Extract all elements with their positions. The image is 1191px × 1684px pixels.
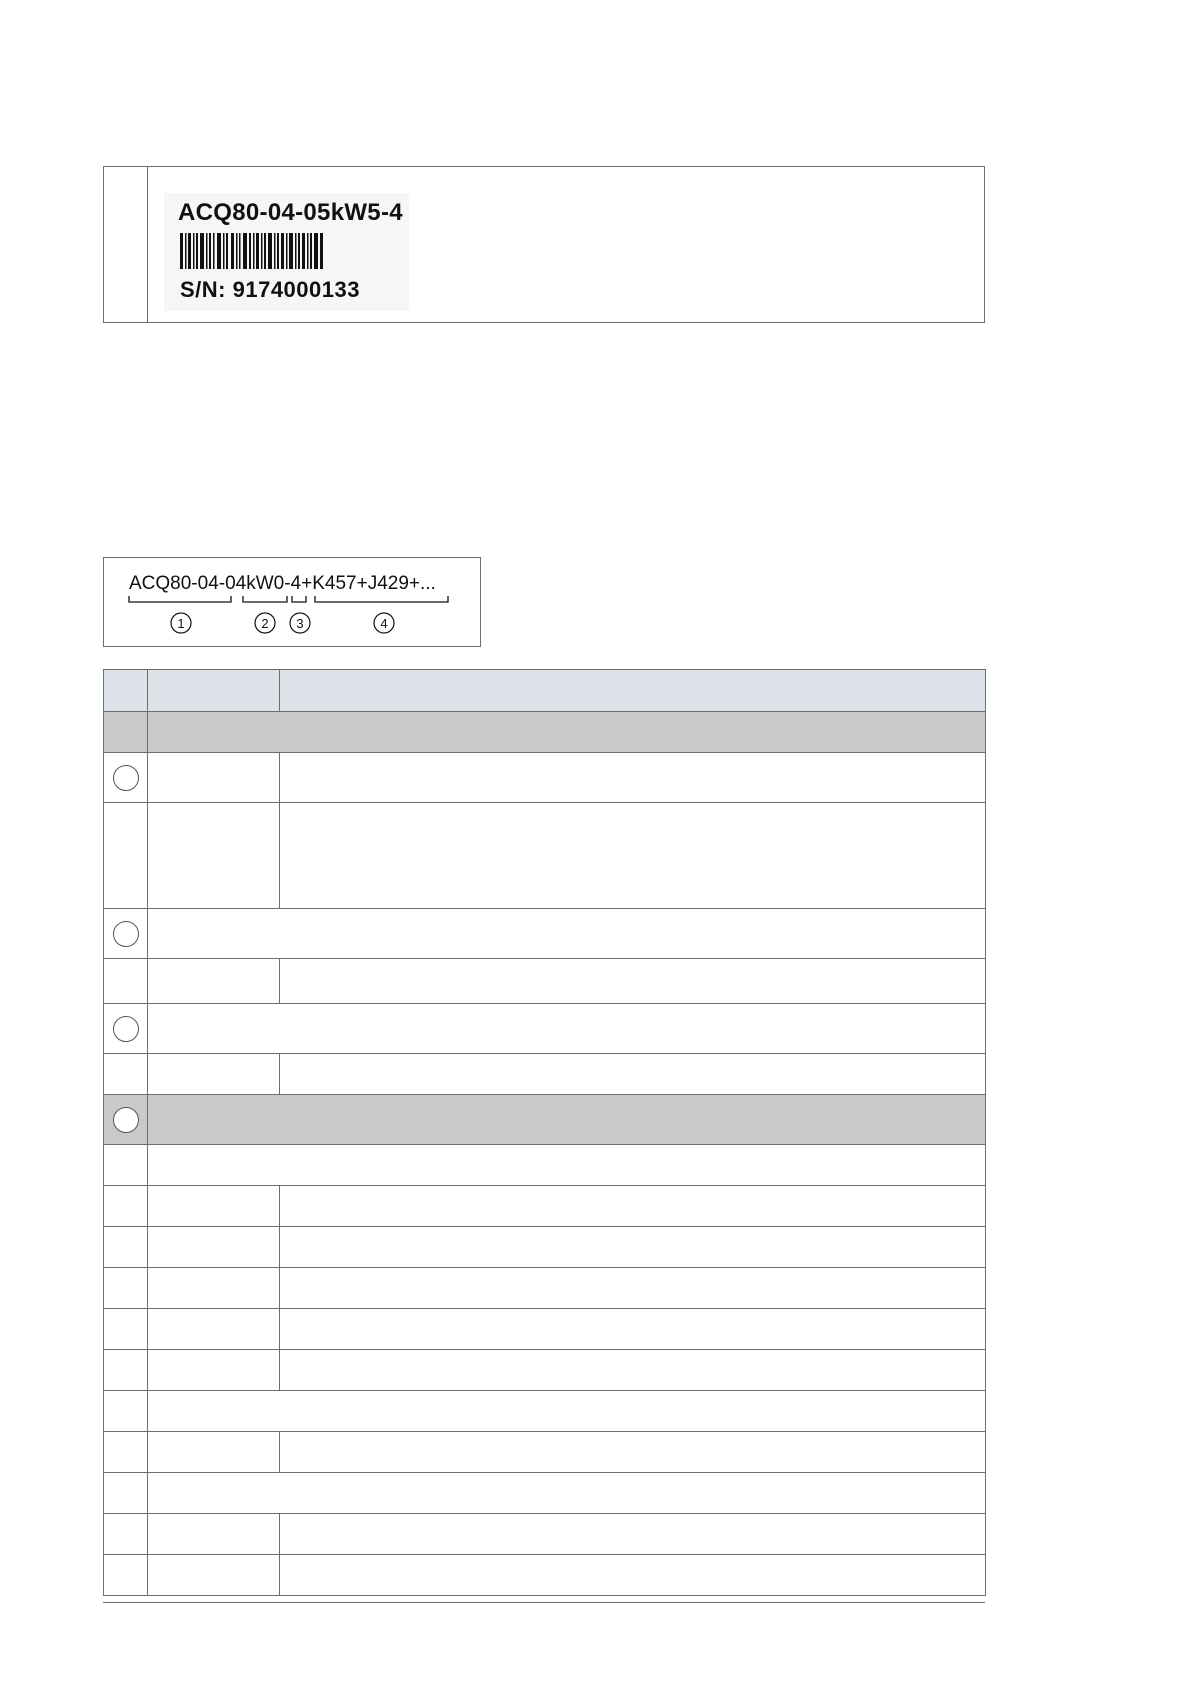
table-cell [104, 1350, 148, 1391]
table-cell [280, 959, 986, 1004]
table-cell [280, 1054, 986, 1095]
table-cell [148, 753, 280, 803]
table-row [104, 1227, 986, 1268]
barcode-icon [180, 233, 324, 269]
table-cell [104, 753, 148, 803]
table-cell [148, 803, 280, 909]
type-code-diagram [103, 557, 481, 647]
table-cell [148, 1227, 280, 1268]
circle-marker-1 [113, 765, 139, 791]
table-cell [280, 1227, 986, 1268]
table-cell [104, 1145, 148, 1186]
table-header-cell [280, 670, 986, 712]
table-cell [104, 803, 148, 909]
table-section-row [104, 1095, 986, 1145]
circle-marker-3 [113, 1016, 139, 1042]
table-row [104, 909, 986, 959]
table-cell [148, 909, 986, 959]
table-cell [104, 1309, 148, 1350]
table-section-row [104, 712, 986, 753]
svg-text:1: 1 [177, 616, 185, 631]
table-row [104, 1145, 986, 1186]
table-cell [148, 1054, 280, 1095]
marker-1 [171, 613, 191, 633]
table-cell [280, 1309, 986, 1350]
type-key-table [103, 669, 986, 1596]
svg-text:3: 3 [296, 616, 304, 631]
bracket-4 [315, 596, 448, 602]
marker-2 [255, 613, 275, 633]
table-row [104, 959, 986, 1004]
table-row [104, 1268, 986, 1309]
table-row [104, 1432, 986, 1473]
table-cell [148, 1095, 986, 1145]
table-cell [280, 1514, 986, 1555]
bracket-2 [243, 596, 287, 602]
table-cell [104, 959, 148, 1004]
table-cell [280, 753, 986, 803]
label-frame-strip [104, 167, 148, 322]
svg-text:4: 4 [380, 616, 388, 631]
table-cell [148, 1004, 986, 1054]
table-cell [148, 1268, 280, 1309]
label-model-code: ACQ80-04-05kW5-4 [178, 199, 403, 226]
table-header-cell [104, 670, 148, 712]
table-cell [104, 1227, 148, 1268]
rating-label-frame [103, 166, 985, 323]
table-cell [148, 1145, 986, 1186]
table-cell [280, 1268, 986, 1309]
table-cell [280, 1186, 986, 1227]
page-bottom-rule [103, 1602, 985, 1603]
marker-4 [374, 613, 394, 633]
table-cell [104, 1555, 148, 1596]
table-row [104, 1004, 986, 1054]
table-cell [148, 1350, 280, 1391]
table-cell [148, 1309, 280, 1350]
table-row [104, 1186, 986, 1227]
table-row [104, 1350, 986, 1391]
table-cell [104, 1514, 148, 1555]
bracket-1 [129, 596, 231, 602]
table-row [104, 803, 986, 909]
table-cell [148, 1391, 986, 1432]
svg-text:2: 2 [261, 616, 269, 631]
table-row [104, 753, 986, 803]
table-cell [104, 1432, 148, 1473]
table-header-cell [148, 670, 280, 712]
table-cell [148, 959, 280, 1004]
table-cell [280, 1555, 986, 1596]
table-row [104, 1514, 986, 1555]
table-row [104, 1054, 986, 1095]
table-cell [148, 712, 986, 753]
table-cell [104, 1186, 148, 1227]
table-row [104, 1309, 986, 1350]
table-cell [148, 1473, 986, 1514]
table-cell [148, 1432, 280, 1473]
table-cell [104, 1473, 148, 1514]
type-code-text: ACQ80-04-04kW0-4+K457+J429+... [129, 573, 436, 594]
table-cell [280, 803, 986, 909]
table-cell [148, 1514, 280, 1555]
table-cell [280, 1432, 986, 1473]
marker-3 [290, 613, 310, 633]
type-code-svg [104, 558, 482, 648]
table-cell [104, 1004, 148, 1054]
table-cell [104, 1391, 148, 1432]
table-cell [104, 1095, 148, 1145]
table-row [104, 1391, 986, 1432]
table-cell [104, 909, 148, 959]
table-cell [104, 1054, 148, 1095]
table-cell [104, 1268, 148, 1309]
label-serial-number: S/N: 9174000133 [180, 277, 360, 302]
circle-marker-4 [113, 1107, 139, 1133]
circle-marker-2 [113, 921, 139, 947]
table-cell [280, 1350, 986, 1391]
table-cell [148, 1555, 280, 1596]
table-cell [148, 1186, 280, 1227]
table-cell [104, 712, 148, 753]
table-row [104, 1473, 986, 1514]
table-row [104, 1555, 986, 1596]
rating-label-sticker [164, 193, 409, 311]
bracket-3 [292, 596, 306, 602]
table-header-row [104, 670, 986, 712]
